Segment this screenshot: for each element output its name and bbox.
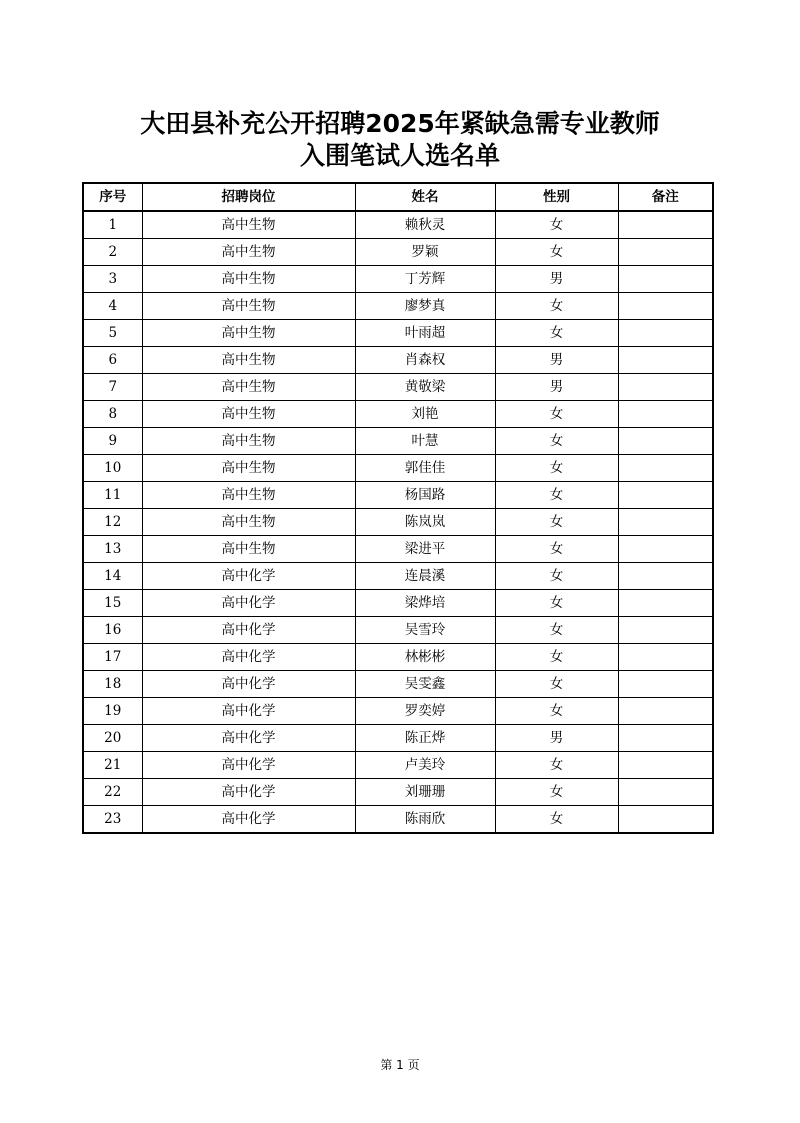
table-row bbox=[83, 293, 713, 320]
cell-post: 高中生物 bbox=[142, 482, 355, 509]
cell-name: 梁烨培 bbox=[355, 590, 495, 617]
table-row bbox=[83, 455, 713, 482]
cell-note bbox=[618, 563, 713, 590]
cell-note bbox=[618, 428, 713, 455]
cell-post: 高中生物 bbox=[142, 428, 355, 455]
cell-name: 罗颖 bbox=[355, 239, 495, 266]
cell-note bbox=[618, 455, 713, 482]
cell-name: 叶雨超 bbox=[355, 320, 495, 347]
cell-post: 高中生物 bbox=[142, 401, 355, 428]
table-row bbox=[83, 211, 713, 239]
cell-note bbox=[618, 239, 713, 266]
cell-note bbox=[618, 293, 713, 320]
header-post: 招聘岗位 bbox=[142, 183, 355, 211]
cell-post: 高中生物 bbox=[142, 266, 355, 293]
cell-gender: 女 bbox=[495, 536, 618, 563]
cell-name: 吴雪玲 bbox=[355, 617, 495, 644]
cell-gender: 女 bbox=[495, 211, 618, 239]
table-row bbox=[83, 806, 713, 834]
cell-gender: 女 bbox=[495, 590, 618, 617]
cell-gender: 女 bbox=[495, 698, 618, 725]
cell-no: 18 bbox=[83, 671, 142, 698]
cell-no: 10 bbox=[83, 455, 142, 482]
cell-name: 杨国路 bbox=[355, 482, 495, 509]
cell-no: 14 bbox=[83, 563, 142, 590]
cell-no: 1 bbox=[83, 211, 142, 239]
cell-no: 21 bbox=[83, 752, 142, 779]
cell-gender: 男 bbox=[495, 725, 618, 752]
table-row bbox=[83, 698, 713, 725]
table-row bbox=[83, 374, 713, 401]
cell-no: 13 bbox=[83, 536, 142, 563]
cell-no: 20 bbox=[83, 725, 142, 752]
cell-post: 高中生物 bbox=[142, 239, 355, 266]
cell-note bbox=[618, 211, 713, 239]
table-row bbox=[83, 401, 713, 428]
cell-post: 高中化学 bbox=[142, 806, 355, 834]
header-name: 姓名 bbox=[355, 183, 495, 211]
table-body bbox=[83, 211, 713, 833]
cell-name: 叶慧 bbox=[355, 428, 495, 455]
cell-name: 刘艳 bbox=[355, 401, 495, 428]
title-line-1: 大田县补充公开招聘2025年紧缺急需专业教师 bbox=[140, 109, 660, 138]
cell-post: 高中化学 bbox=[142, 590, 355, 617]
cell-note bbox=[618, 320, 713, 347]
cell-name: 廖梦真 bbox=[355, 293, 495, 320]
table-row bbox=[83, 671, 713, 698]
header-gender: 性别 bbox=[495, 183, 618, 211]
cell-post: 高中生物 bbox=[142, 374, 355, 401]
table-row bbox=[83, 509, 713, 536]
cell-no: 16 bbox=[83, 617, 142, 644]
cell-note bbox=[618, 347, 713, 374]
table-row bbox=[83, 536, 713, 563]
cell-gender: 女 bbox=[495, 563, 618, 590]
cell-gender: 女 bbox=[495, 428, 618, 455]
header-no: 序号 bbox=[83, 183, 142, 211]
table-row bbox=[83, 563, 713, 590]
cell-post: 高中生物 bbox=[142, 455, 355, 482]
cell-no: 2 bbox=[83, 239, 142, 266]
cell-post: 高中生物 bbox=[142, 320, 355, 347]
cell-post: 高中生物 bbox=[142, 536, 355, 563]
cell-gender: 女 bbox=[495, 644, 618, 671]
cell-post: 高中化学 bbox=[142, 617, 355, 644]
cell-note bbox=[618, 725, 713, 752]
cell-gender: 女 bbox=[495, 617, 618, 644]
cell-post: 高中生物 bbox=[142, 509, 355, 536]
cell-post: 高中化学 bbox=[142, 752, 355, 779]
cell-name: 罗奕婷 bbox=[355, 698, 495, 725]
cell-gender: 女 bbox=[495, 293, 618, 320]
cell-gender: 女 bbox=[495, 401, 618, 428]
cell-no: 4 bbox=[83, 293, 142, 320]
cell-no: 19 bbox=[83, 698, 142, 725]
cell-name: 郭佳佳 bbox=[355, 455, 495, 482]
table-row bbox=[83, 266, 713, 293]
cell-post: 高中化学 bbox=[142, 644, 355, 671]
table-row bbox=[83, 725, 713, 752]
cell-no: 22 bbox=[83, 779, 142, 806]
cell-gender: 女 bbox=[495, 509, 618, 536]
cell-note bbox=[618, 509, 713, 536]
cell-name: 肖森权 bbox=[355, 347, 495, 374]
cell-name: 黄敬梁 bbox=[355, 374, 495, 401]
cell-note bbox=[618, 698, 713, 725]
cell-name: 陈雨欣 bbox=[355, 806, 495, 834]
cell-note bbox=[618, 617, 713, 644]
cell-post: 高中化学 bbox=[142, 563, 355, 590]
cell-no: 15 bbox=[83, 590, 142, 617]
candidate-table bbox=[82, 182, 714, 834]
cell-note bbox=[618, 266, 713, 293]
cell-note bbox=[618, 590, 713, 617]
cell-note bbox=[618, 779, 713, 806]
cell-note bbox=[618, 374, 713, 401]
cell-gender: 女 bbox=[495, 671, 618, 698]
cell-post: 高中生物 bbox=[142, 211, 355, 239]
table-header-row bbox=[83, 183, 713, 211]
cell-name: 陈岚岚 bbox=[355, 509, 495, 536]
cell-note bbox=[618, 752, 713, 779]
cell-note bbox=[618, 536, 713, 563]
cell-no: 8 bbox=[83, 401, 142, 428]
page-number: 第 1 页 bbox=[380, 1058, 420, 1072]
cell-gender: 男 bbox=[495, 347, 618, 374]
cell-gender: 女 bbox=[495, 320, 618, 347]
cell-name: 刘珊珊 bbox=[355, 779, 495, 806]
cell-gender: 男 bbox=[495, 374, 618, 401]
cell-no: 17 bbox=[83, 644, 142, 671]
cell-gender: 女 bbox=[495, 779, 618, 806]
cell-post: 高中生物 bbox=[142, 347, 355, 374]
cell-no: 11 bbox=[83, 482, 142, 509]
cell-note bbox=[618, 482, 713, 509]
table-row bbox=[83, 644, 713, 671]
header-note: 备注 bbox=[618, 183, 713, 211]
cell-note bbox=[618, 644, 713, 671]
cell-gender: 女 bbox=[495, 239, 618, 266]
table-row bbox=[83, 590, 713, 617]
cell-no: 12 bbox=[83, 509, 142, 536]
table-row bbox=[83, 320, 713, 347]
cell-no: 23 bbox=[83, 806, 142, 834]
cell-post: 高中生物 bbox=[142, 293, 355, 320]
cell-gender: 女 bbox=[495, 455, 618, 482]
table-row bbox=[83, 617, 713, 644]
cell-name: 卢美玲 bbox=[355, 752, 495, 779]
cell-post: 高中化学 bbox=[142, 698, 355, 725]
table-row bbox=[83, 347, 713, 374]
cell-no: 6 bbox=[83, 347, 142, 374]
cell-name: 吴雯鑫 bbox=[355, 671, 495, 698]
cell-gender: 女 bbox=[495, 806, 618, 834]
table-row bbox=[83, 482, 713, 509]
cell-name: 陈正烨 bbox=[355, 725, 495, 752]
cell-name: 林彬彬 bbox=[355, 644, 495, 671]
cell-post: 高中化学 bbox=[142, 671, 355, 698]
cell-post: 高中化学 bbox=[142, 779, 355, 806]
cell-gender: 女 bbox=[495, 752, 618, 779]
cell-note bbox=[618, 401, 713, 428]
table-row bbox=[83, 752, 713, 779]
cell-no: 5 bbox=[83, 320, 142, 347]
table-row bbox=[83, 428, 713, 455]
cell-name: 丁芳辉 bbox=[355, 266, 495, 293]
cell-gender: 男 bbox=[495, 266, 618, 293]
cell-name: 赖秋灵 bbox=[355, 211, 495, 239]
cell-no: 7 bbox=[83, 374, 142, 401]
document-title bbox=[0, 108, 800, 172]
cell-name: 梁进平 bbox=[355, 536, 495, 563]
table-row bbox=[83, 779, 713, 806]
title-line-2: 入围笔试人选名单 bbox=[299, 141, 500, 170]
cell-post: 高中化学 bbox=[142, 725, 355, 752]
cell-note bbox=[618, 806, 713, 834]
cell-no: 9 bbox=[83, 428, 142, 455]
cell-gender: 女 bbox=[495, 482, 618, 509]
table-row bbox=[83, 239, 713, 266]
cell-no: 3 bbox=[83, 266, 142, 293]
cell-note bbox=[618, 671, 713, 698]
cell-name: 连晨溪 bbox=[355, 563, 495, 590]
